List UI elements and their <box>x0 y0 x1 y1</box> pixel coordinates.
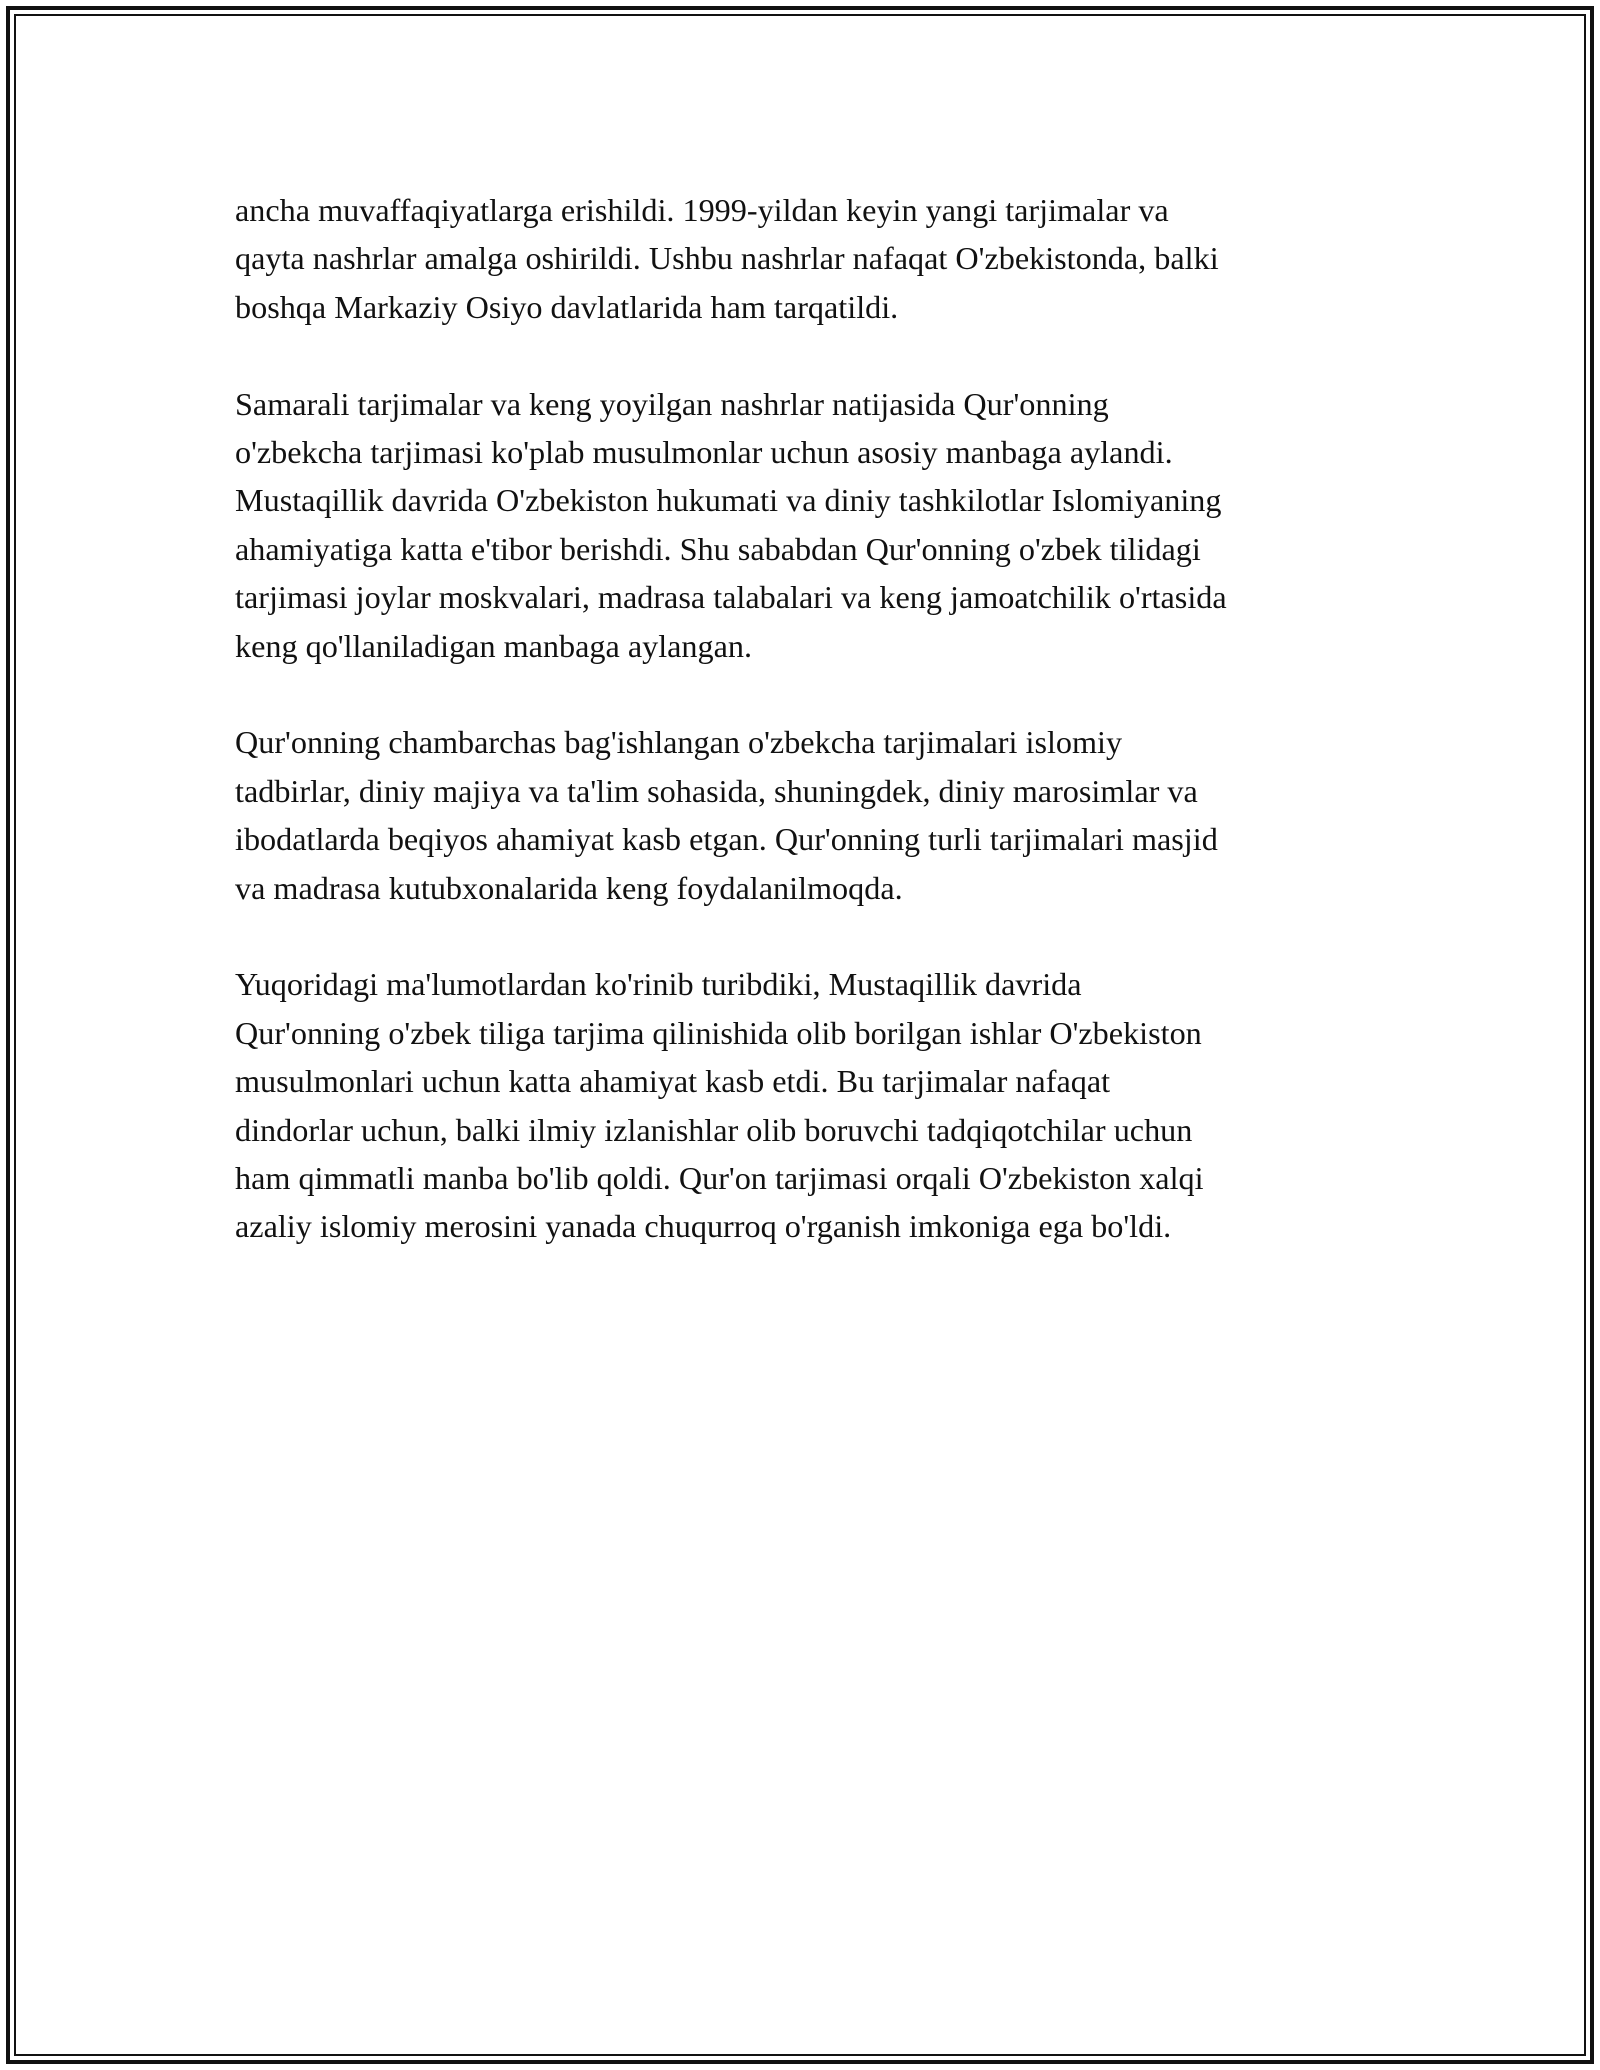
text-line: Yuqoridagi ma'lumotlardan ko'rinib turibdiki, Mustaqillik davrida <box>235 966 1082 1003</box>
text-line: ibodatlarda beqiyos ahamiyat kasb etgan. Qur'onning turli tarjimalari masjid <box>235 821 1218 858</box>
text-line: o'zbekcha tarjimasi ko'plab musulmonlar uchun asosiy manbaga aylandi. <box>235 434 1173 471</box>
text-line: Qur'onning chambarchas bag'ishlangan o'zbekcha tarjimalari islomiy <box>235 724 1123 761</box>
text-line: qayta nashrlar amalga oshirildi. Ushbu nashrlar nafaqat O'zbekistonda, balki <box>235 240 1219 277</box>
text-line: Samarali tarjimalar va keng yoyilgan nashrlar natijasida Qur'onning <box>235 385 1109 422</box>
text-line: musulmonlari uchun katta ahamiyat kasb etdi. Bu tarjimalar nafaqat <box>235 1063 1111 1100</box>
text-line: dindorlar uchun, balki ilmiy izlanishlar olib boruvchi tadqiqotchilar uchun <box>235 1111 1193 1148</box>
paragraph-3 <box>235 718 1385 912</box>
text-line: tarjimasi joylar moskvalari, madrasa talabalari va keng jamoatchilik o'rtasida <box>235 579 1227 616</box>
document-body <box>235 186 1385 1299</box>
text-line: ham qimmatli manba bo'lib qoldi. Qur'on tarjimasi orqali O'zbekiston xalqi <box>235 1160 1204 1197</box>
text-line: ahamiyatiga katta e'tibor berishdi. Shu sababdan Qur'onning o'zbek tilidagi <box>235 530 1201 567</box>
text-line: Mustaqillik davrida O'zbekiston hukumati va diniy tashkilotlar Islomiyaning <box>235 482 1222 519</box>
text-line: Qur'onning o'zbek tiliga tarjima qilinishida olib borilgan ishlar O'zbekiston <box>235 1014 1202 1051</box>
paragraph-1 <box>235 186 1385 331</box>
text-line: boshqa Markaziy Osiyo davlatlarida ham tarqatildi. <box>235 288 899 325</box>
text-line: azaliy islomiy merosini yanada chuqurroq o'rganish imkoniga ega bo'ldi. <box>235 1208 1172 1245</box>
text-line: keng qo'llaniladigan manbaga aylangan. <box>235 627 753 664</box>
paragraph-4 <box>235 960 1385 1250</box>
text-line: ancha muvaffaqiyatlarga erishildi. 1999-yildan keyin yangi tarjimalar va <box>235 192 1169 228</box>
paragraph-2 <box>235 380 1385 670</box>
text-line: tadbirlar, diniy majiya va ta'lim sohasida, shuningdek, diniy marosimlar va <box>235 772 1198 809</box>
text-line: va madrasa kutubxonalarida keng foydalanilmoqda. <box>235 869 903 906</box>
